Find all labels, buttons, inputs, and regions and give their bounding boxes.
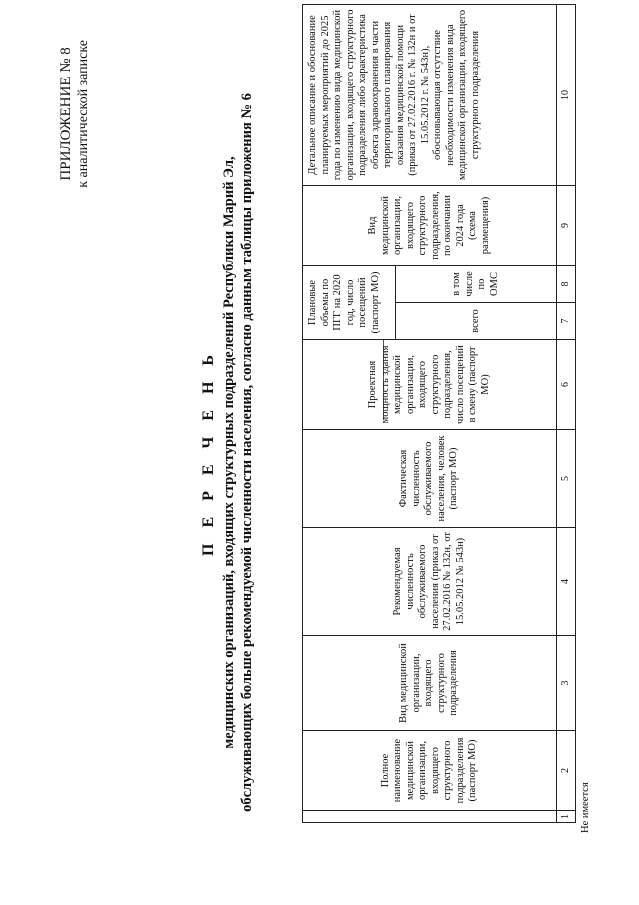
column-number: 6 xyxy=(557,340,576,430)
column-number: 4 xyxy=(557,528,576,636)
header-row xyxy=(303,4,396,822)
column-number: 3 xyxy=(557,636,576,731)
column-number: 10 xyxy=(557,4,576,185)
header-col-4: Рекомендуемая численность обслуживаемого населения (приказ от 27.02.2016 № 132н, от 15.05.2012 № 543н) xyxy=(303,528,557,636)
footnote-none: Не имеется xyxy=(580,782,591,833)
document-subtitle xyxy=(220,0,256,905)
appendix-reference: к аналитической записке xyxy=(76,40,91,188)
header-col-1 xyxy=(303,811,557,823)
header-col-10: Детальное описание и обоснование планируемых мероприятий до 2025 года по изменению вида медицинской организации, входящего структурного подразделения либо характеристика объекта здравоохранения в части территориального планирования оказания медицинской помощи (приказ от 27.02.2016 г. № 132н и от 15.05.2012 г. № 543н), обосновывающая отсутствие необходимости изменения вида медицинской организации, входящего структурного подразделения xyxy=(303,4,557,185)
column-number: 7 xyxy=(557,303,576,340)
header-col-2: Полное наименование медицинской организации, входящего структурного подразделения (паспорт МО) xyxy=(303,731,557,811)
subtitle-line-2: обслуживающих больше рекомендуемой численности населения, согласно данным таблицы приложения № 6 xyxy=(239,93,255,812)
header-col-5: Фактическая численность обслуживаемого населения, человек (паспорт МО) xyxy=(303,430,557,528)
column-number-row xyxy=(557,4,576,822)
column-number: 1 xyxy=(557,811,576,823)
header-col-7-8: Плановые объемы по ПГГ на 2020 год, число посещений (паспорт МО) xyxy=(303,265,396,339)
header-col-8: в том числе по ОМС xyxy=(396,265,557,302)
header-col-3: Вид медицинской организации, входящего структурного подразделения xyxy=(303,636,557,731)
column-number: 2 xyxy=(557,731,576,811)
column-number: 9 xyxy=(557,185,576,265)
subtitle-line-1: медицинских организаций, входящих структурных подразделений Республики Марий Эл, xyxy=(221,156,237,749)
header-col-6: Проектная мощность здания медицинской организации, входящего структурного подразделения, число посещений в смену (паспорт МО) xyxy=(303,340,557,430)
column-number: 5 xyxy=(557,430,576,528)
document-title: П Е Р Е Ч Е Н Ь xyxy=(200,349,217,556)
organizations-table xyxy=(302,4,576,823)
header-col-9: Вид медицинской организации, входящего структурного подразделения, по окончании 2024 года (схема размещения) xyxy=(303,185,557,265)
appendix-number: ПРИЛОЖЕНИЕ № 8 xyxy=(58,47,74,181)
column-number: 8 xyxy=(557,265,576,302)
appendix-label xyxy=(58,40,92,188)
header-col-7: всего xyxy=(396,303,557,340)
